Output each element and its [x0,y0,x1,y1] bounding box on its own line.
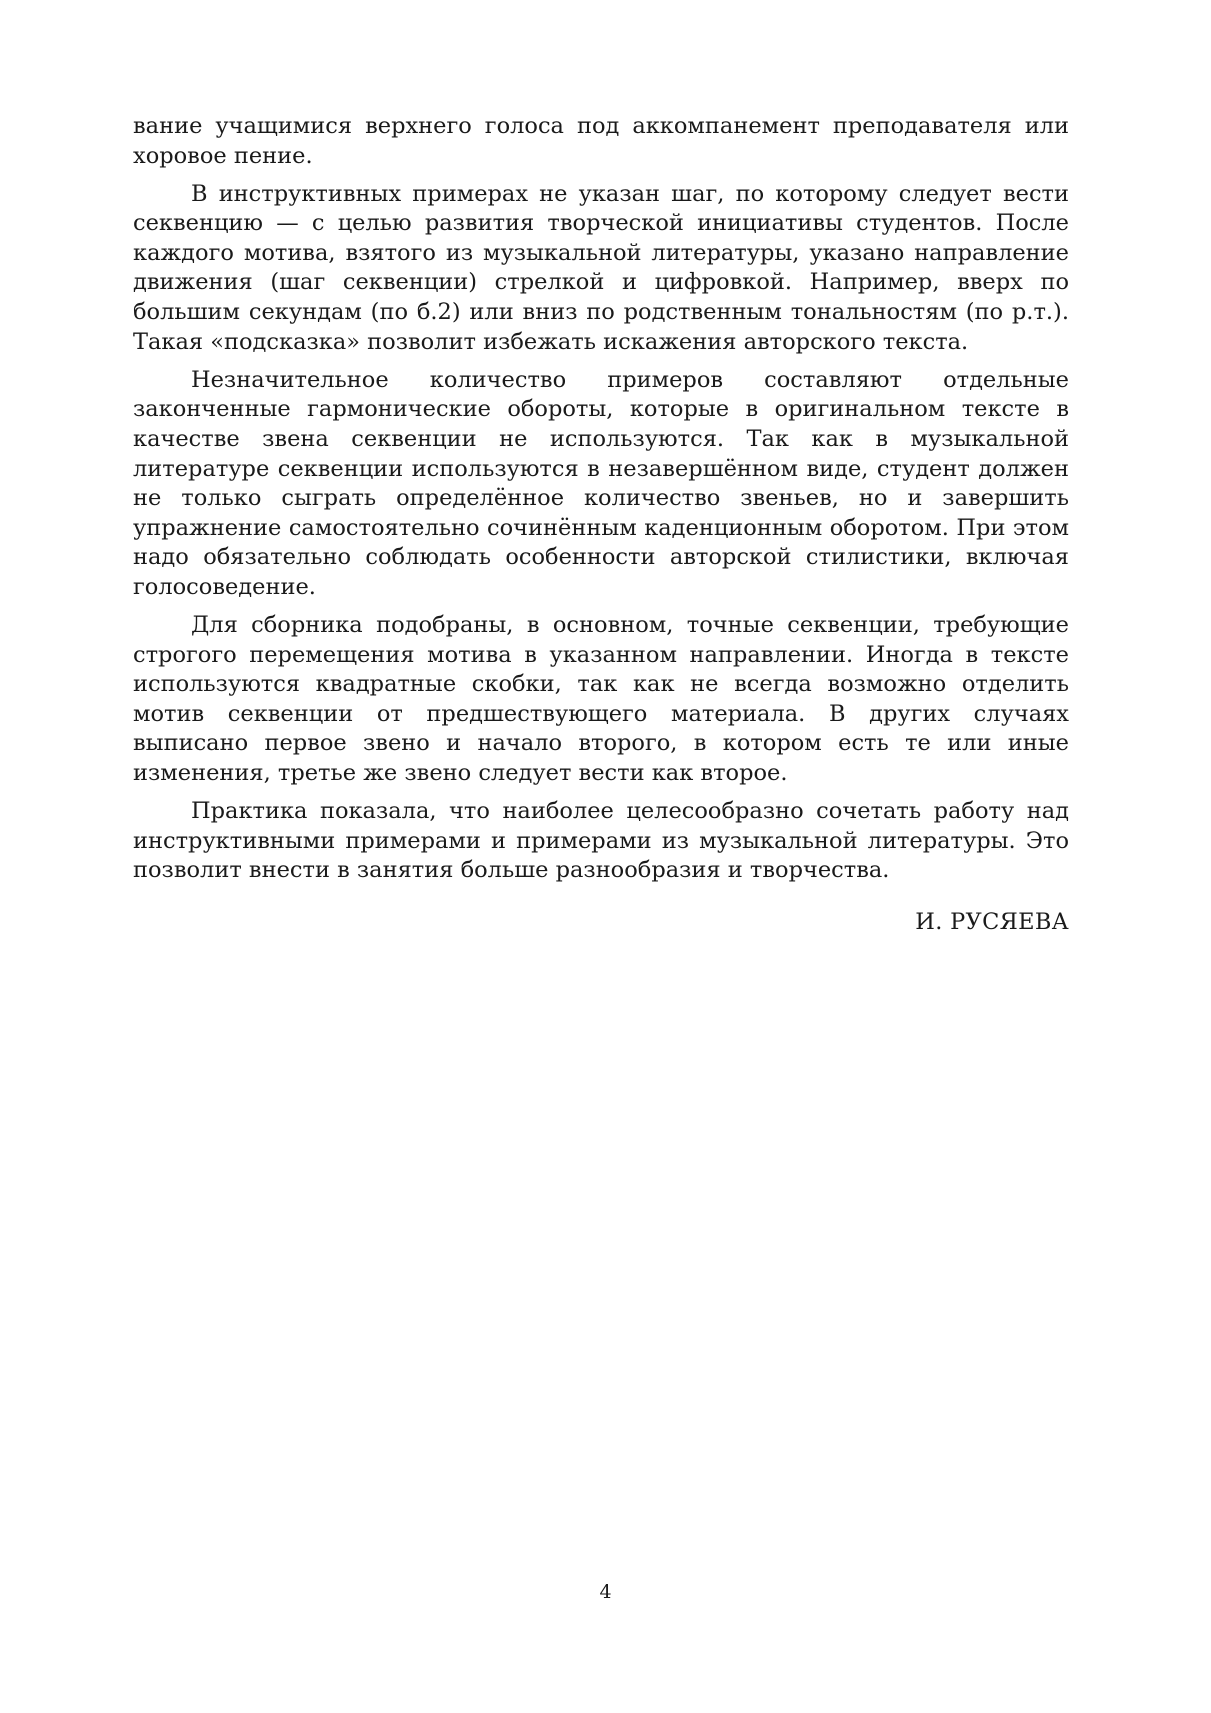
paragraph-4: Для сборника подобраны, в основном, точные секвенции, требующие строгого перемещения мотива в указанном направлении. Иногда в тексте используются квадратные скобки, так как не всегда возможно отделить мотив секвенции от предшествующего материала. В других случаях выписано первое звено и начало второго, в котором есть те или иные изменения, третье же звено следует вести как второе. [133,612,1069,786]
body-text [133,112,1069,937]
page-number: 4 [599,1581,612,1603]
paragraph-3: Незначительное количество примеров составляют отдельные законченные гармонические обороты, которые в оригинальном тексте в качестве звена секвенции не используются. Так как в музыкальной литературе секвенции используются в незавершённом виде, студент должен не только сыграть определённое количество звеньев, но и завершить упражнение самостоятельно сочинённым каденционным оборотом. При этом надо обязательно соблюдать особенности авторской стилистики, включая голосоведение. [133,366,1069,600]
paragraph-5: Практика показала, что наиболее целесообразно сочетать работу над инструктивными примерами и примерами из музыкальной литературы. Это позволит внести в занятия больше разнообразия и творчества. [133,798,1069,884]
author-signature: И. РУСЯЕВА [915,908,1069,935]
paragraph-2: В инструктивных примерах не указан шаг, по которому следует вести секвенцию — с целью развития творческой инициативы студентов. После каждого мотива, взятого из музыкальной литературы, указано направление движения (шаг секвенции) стрелкой и цифровкой. Например, вверх по большим секундам (по б.2) или вниз по родственным тональностям (по р.т.). Такая «подсказка» позволит избежать искажения авторского текста. [133,180,1069,355]
paragraph-1: вание учащимися верхнего голоса под аккомпанемент преподавателя или хоровое пение. [133,113,1069,169]
